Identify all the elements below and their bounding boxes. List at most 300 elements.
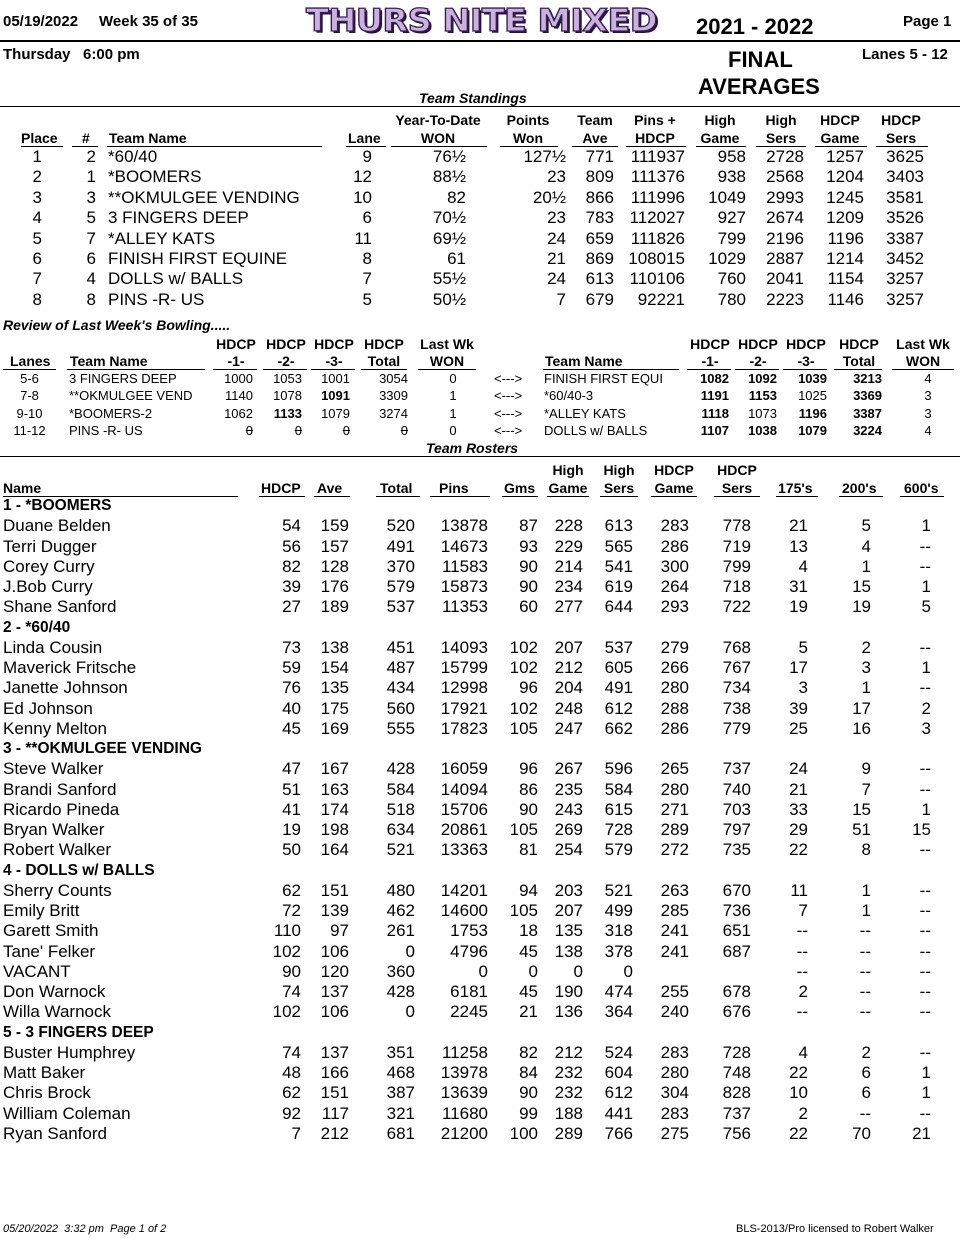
roster-total: 537 (386, 597, 415, 617)
standing-high-game: 938 (717, 167, 746, 187)
roster-175s: 5 (798, 637, 808, 657)
roster-175s: 21 (789, 516, 808, 536)
standing-team-name: *60/40 (108, 147, 158, 166)
roster-ave: 164 (320, 840, 349, 860)
standing-lane: 5 (362, 289, 372, 309)
roster-175s: 4 (798, 1042, 808, 1062)
roster-player-name: Buster Humphrey (3, 1042, 136, 1062)
review-opp-game-2: 1073 (748, 405, 777, 421)
roster-pins: 14201 (440, 880, 488, 900)
roster-high-sers: 499 (604, 901, 633, 920)
roster-games: 105 (509, 820, 538, 839)
review-opp-game-2: 1153 (748, 388, 777, 404)
review-team-name: **OKMULGEE VEND (69, 388, 193, 404)
standing-ytd-won: 76½ (432, 147, 466, 166)
standing-team-ave: 679 (585, 289, 614, 309)
roster-ave: 137 (320, 982, 349, 1001)
standing-place: 6 (32, 249, 42, 268)
roster-high-game: 254 (554, 840, 583, 860)
roster-high-sers: 474 (604, 982, 633, 1001)
standing-high-game: 799 (717, 228, 746, 248)
roster-pins: 14673 (440, 536, 488, 556)
roster-player-name: Duane Belden (3, 516, 111, 536)
standing-place: 4 (32, 208, 42, 228)
roster-pins: 12998 (440, 678, 488, 698)
standing-pins-hdcp: 112027 (629, 208, 685, 228)
review-lanes: 7-8 (20, 388, 39, 404)
roster-ave: 151 (320, 880, 349, 900)
standing-place: 3 (32, 187, 42, 207)
col-header-high-sers: High Sers (765, 112, 797, 146)
roster-200s: 2 (861, 637, 871, 657)
roster-200s: 7 (861, 779, 871, 799)
review-game-1: 0 (245, 422, 253, 438)
roster-hdcp-game: 255 (660, 982, 689, 1001)
roster-games: 60 (519, 597, 538, 617)
standing-hdcp-game: 1204 (826, 167, 864, 187)
roster-high-game: 235 (554, 779, 583, 799)
roster-hdcp-sers: 740 (722, 779, 751, 799)
roster-high-game: 207 (554, 901, 583, 920)
roster-high-sers: 579 (604, 840, 633, 860)
page-label: Page 1 (903, 13, 952, 30)
roster-player-name: Corey Curry (3, 556, 95, 576)
roster-hdcp-game: 241 (660, 921, 689, 941)
review-game-2: 1078 (273, 388, 302, 404)
roster-total: 351 (386, 1042, 415, 1062)
standing-lane: 8 (362, 249, 372, 268)
roster-ave: 212 (320, 1123, 349, 1143)
roster-600s: -- (919, 921, 931, 941)
roster-pins: 11583 (441, 556, 488, 576)
roster-high-sers: 619 (604, 577, 633, 596)
roster-hdcp-game: 272 (660, 840, 689, 860)
roster-175s: 11 (790, 880, 808, 900)
review-game-3: 1079 (321, 405, 350, 421)
roster-hdcp: 54 (282, 516, 301, 536)
roster-ave: 198 (320, 820, 349, 839)
roster-ave: 106 (320, 941, 349, 961)
roster-player-name: Bryan Walker (3, 820, 105, 839)
roster-600s: -- (919, 779, 931, 799)
week-label: Week 35 of 35 (99, 13, 198, 30)
report-type-line2: AVERAGES (698, 74, 820, 99)
review-won: 0 (449, 422, 457, 438)
roster-pins: 13639 (440, 1083, 488, 1103)
roster-player-name: Matt Baker (3, 1063, 86, 1082)
roster-hdcp-game: 288 (660, 698, 689, 718)
roster-player-name: Willa Warnock (3, 1002, 111, 1022)
roster-hdcp-sers: 828 (722, 1083, 751, 1103)
roster-high-game: 277 (554, 597, 583, 617)
standing-ytd-won: 61 (447, 249, 466, 268)
roster-ave: 139 (320, 901, 349, 920)
roster-hdcp: 40 (282, 698, 301, 718)
roster-team-heading: 3 - **OKMULGEE VENDING (3, 740, 202, 757)
roster-high-sers: 613 (604, 516, 633, 536)
standing-team-name: *BOOMERS (108, 167, 202, 187)
standing-pins-hdcp: 110106 (629, 269, 685, 289)
roster-600s: 5 (921, 597, 931, 617)
col-header-hdcp-1: HDCP -1- (216, 336, 256, 369)
roster-175s: 10 (789, 1083, 808, 1103)
standing-team-name: PINS -R- US (108, 289, 205, 309)
roster-hdcp-sers: 778 (722, 516, 751, 536)
standing-ytd-won: 69½ (432, 228, 466, 248)
review-opp-won: 4 (924, 422, 932, 438)
roster-175s: 24 (789, 759, 808, 779)
roster-hdcp-game: 293 (660, 597, 689, 617)
roster-600s: 1 (921, 577, 931, 596)
roster-high-sers: 605 (604, 658, 633, 677)
roster-team-heading: 1 - *BOOMERS (3, 497, 112, 514)
review-opp-team-name: DOLLS w/ BALLS (544, 422, 648, 438)
roster-600s: -- (919, 840, 931, 860)
roster-hdcp: 19 (282, 820, 301, 839)
review-vs-arrow: <---> (494, 371, 523, 386)
roster-hdcp: 102 (272, 1002, 301, 1022)
roster-high-game: 203 (554, 880, 583, 900)
roster-total: 0 (405, 941, 415, 961)
review-game-1: 1062 (224, 405, 253, 421)
roster-600s: 1 (921, 799, 931, 819)
standing-high-sers: 2041 (766, 269, 804, 289)
standing-team-number: 4 (86, 269, 96, 289)
roster-games: 82 (519, 1042, 538, 1062)
standing-hdcp-sers: 3452 (886, 249, 924, 268)
col-header-opp-last-wk-won: Last Wk WON (896, 336, 950, 369)
roster-hdcp-game: 279 (660, 637, 689, 657)
roster-high-sers: 612 (604, 698, 633, 718)
roster-games: 100 (509, 1123, 538, 1143)
roster-pins: 20861 (440, 820, 488, 839)
roster-games: 0 (528, 961, 538, 981)
standing-hdcp-sers: 3403 (886, 167, 924, 187)
roster-ave: 151 (320, 1083, 349, 1103)
roster-player-name: Steve Walker (3, 759, 104, 779)
review-game-3: 1091 (321, 388, 350, 404)
roster-hdcp: 62 (282, 1083, 301, 1103)
roster-600s: 15 (912, 820, 931, 839)
review-opp-total: 3224 (853, 422, 882, 438)
standing-points-won: 21 (547, 249, 566, 268)
roster-ave: 169 (320, 718, 349, 738)
roster-hdcp-game: 283 (660, 1103, 689, 1123)
standing-ytd-won: 50½ (432, 289, 466, 309)
roster-600s: 2 (921, 698, 931, 718)
review-total: 0 (400, 422, 408, 438)
roster-ave: 117 (321, 1103, 349, 1123)
standing-high-game: 760 (717, 269, 746, 289)
roster-hdcp: 90 (282, 961, 301, 981)
roster-high-game: 243 (554, 799, 583, 819)
standing-points-won: 20½ (532, 187, 566, 207)
roster-high-game: 247 (554, 718, 583, 738)
roster-175s: -- (796, 921, 808, 941)
col-header-600s: 600's (904, 480, 939, 496)
roster-200s: 6 (861, 1063, 871, 1082)
roster-total: 584 (386, 779, 415, 799)
standing-team-ave: 613 (585, 269, 614, 289)
col-header-team-name: Team Name (109, 130, 187, 146)
standing-points-won: 24 (547, 228, 566, 248)
standing-high-sers: 2993 (766, 187, 804, 207)
roster-200s: 8 (861, 840, 871, 860)
roster-hdcp: 59 (282, 658, 301, 677)
standing-pins-hdcp: 111937 (630, 147, 685, 166)
roster-200s: -- (859, 921, 871, 941)
roster-200s: 15 (852, 799, 871, 819)
standing-hdcp-game: 1146 (827, 289, 864, 309)
roster-player-name: Ed Johnson (3, 698, 93, 718)
standing-hdcp-sers: 3257 (886, 289, 924, 309)
standing-team-number: 2 (86, 147, 96, 166)
standing-place: 2 (32, 167, 42, 187)
roster-200s: 1 (861, 880, 871, 900)
roster-200s: -- (859, 1103, 871, 1123)
standing-pins-hdcp: 111826 (630, 228, 685, 248)
roster-high-sers: 521 (604, 880, 633, 900)
col-header-hdcp-game: HDCP Game (654, 462, 694, 496)
roster-175s: -- (796, 941, 808, 961)
roster-hdcp-sers: 722 (722, 597, 751, 617)
roster-hdcp: 74 (282, 982, 301, 1001)
roster-total: 521 (386, 840, 415, 860)
roster-hdcp-game: 271 (660, 799, 689, 819)
roster-hdcp: 72 (282, 901, 301, 920)
standing-team-number: 8 (86, 289, 96, 309)
roster-175s: 13 (789, 536, 808, 556)
roster-total: 518 (386, 799, 415, 819)
roster-600s: -- (919, 536, 931, 556)
review-opp-game-3: 1039 (798, 371, 827, 386)
standing-place: 8 (32, 289, 42, 309)
roster-hdcp-sers: 799 (722, 556, 751, 576)
roster-200s: 6 (861, 1083, 871, 1103)
roster-hdcp-sers: 676 (722, 1002, 751, 1022)
review-lanes: 9-10 (16, 405, 43, 421)
roster-high-sers: 364 (604, 1002, 633, 1022)
roster-ave: 176 (320, 577, 349, 596)
roster-ave: 120 (320, 961, 349, 981)
roster-pins: 17823 (440, 718, 488, 738)
col-header-hdcp: HDCP (261, 480, 301, 496)
roster-player-name: Kenny Melton (3, 718, 107, 738)
roster-200s: 2 (861, 1042, 871, 1062)
roster-hdcp-game: 275 (660, 1123, 689, 1143)
roster-high-game: 188 (554, 1103, 583, 1123)
roster-hdcp-game: 289 (660, 820, 689, 839)
roster-team-heading: 5 - 3 FINGERS DEEP (3, 1023, 154, 1041)
roster-high-sers: 441 (604, 1103, 633, 1123)
standing-team-number: 1 (86, 167, 96, 187)
roster-high-sers: 728 (604, 820, 633, 839)
standing-lane: 9 (362, 147, 372, 166)
roster-pins: 6181 (450, 982, 488, 1001)
roster-high-sers: 565 (604, 536, 633, 556)
roster-player-name: Maverick Fritsche (3, 658, 137, 677)
standing-team-name: DOLLS w/ BALLS (108, 269, 244, 289)
roster-hdcp-sers: 703 (722, 799, 751, 819)
roster-hdcp-sers: 651 (722, 921, 751, 941)
header-rule (0, 40, 960, 42)
roster-600s: 21 (912, 1123, 931, 1143)
roster-200s: 19 (852, 597, 871, 617)
roster-pins: 15873 (440, 577, 488, 596)
roster-hdcp-game: 241 (660, 941, 689, 961)
col-header-opp-hdcp-2: HDCP -2- (738, 336, 778, 369)
roster-200s: 3 (861, 658, 871, 677)
review-opp-team-name: *ALLEY KATS (544, 405, 626, 421)
roster-high-game: 229 (554, 536, 583, 556)
roster-175s: 31 (789, 577, 808, 596)
standing-high-sers: 2223 (766, 289, 804, 309)
roster-hdcp: 102 (272, 941, 301, 961)
col-header-lane: Lane (348, 130, 381, 146)
roster-total: 480 (386, 880, 415, 900)
roster-games: 86 (519, 779, 538, 799)
roster-ave: 138 (320, 637, 349, 657)
roster-high-game: 212 (554, 1042, 583, 1062)
roster-pins: 13978 (440, 1063, 488, 1082)
review-game-3: 0 (342, 422, 350, 438)
roster-total: 555 (386, 718, 415, 738)
standing-high-sers: 2674 (766, 208, 804, 228)
roster-high-sers: 612 (604, 1083, 633, 1103)
roster-ave: 135 (320, 678, 349, 698)
roster-games: 84 (519, 1063, 538, 1082)
roster-high-game: 212 (554, 658, 583, 677)
roster-high-game: 267 (554, 759, 583, 779)
roster-175s: 22 (789, 1123, 808, 1143)
standing-hdcp-game: 1196 (827, 228, 864, 248)
roster-total: 261 (386, 921, 415, 941)
col-header-200s: 200's (842, 480, 877, 496)
review-team-name: PINS -R- US (69, 422, 143, 438)
roster-hdcp: 92 (282, 1103, 301, 1123)
roster-team-heading: 2 - *60/40 (3, 618, 71, 636)
roster-hdcp-sers: 718 (722, 577, 751, 596)
roster-175s: -- (796, 1002, 808, 1022)
review-opp-game-3: 1196 (798, 405, 827, 421)
roster-high-sers: 584 (604, 779, 633, 799)
roster-600s: -- (919, 556, 931, 576)
roster-hdcp-sers: 735 (722, 840, 751, 860)
review-opp-won: 3 (924, 405, 932, 421)
section-rule (0, 456, 960, 457)
roster-total: 360 (386, 961, 415, 981)
col-header-175s: 175's (778, 480, 813, 496)
roster-600s: -- (919, 637, 931, 657)
standing-ytd-won: 88½ (432, 167, 466, 187)
roster-team-heading: 4 - DOLLS w/ BALLS (3, 861, 155, 879)
roster-600s: -- (919, 759, 931, 779)
roster-games: 81 (519, 840, 538, 860)
standing-hdcp-game: 1257 (826, 147, 864, 166)
standing-team-ave: 869 (585, 249, 614, 268)
roster-hdcp: 74 (282, 1042, 301, 1062)
roster-player-name: Janette Johnson (3, 678, 128, 698)
section-title-team-rosters: Team Rosters (426, 440, 519, 456)
roster-hdcp-game: 286 (660, 718, 689, 738)
roster-total: 468 (386, 1063, 415, 1082)
standing-team-name: *ALLEY KATS (108, 228, 216, 248)
standing-lane: 11 (354, 228, 372, 248)
roster-hdcp-sers: 728 (722, 1042, 751, 1062)
review-opp-game-2: 1092 (748, 371, 777, 386)
roster-200s: 15 (852, 577, 871, 596)
roster-high-game: 207 (554, 637, 583, 657)
roster-175s: 22 (789, 1063, 808, 1082)
roster-ave: 128 (320, 556, 349, 576)
review-vs-arrow: <---> (494, 388, 523, 404)
roster-player-name: William Coleman (3, 1103, 131, 1123)
roster-175s: 25 (789, 718, 808, 738)
roster-high-game: 204 (554, 678, 583, 698)
roster-ave: 97 (330, 921, 349, 941)
roster-pins: 15799 (440, 658, 488, 677)
roster-high-sers: 378 (604, 941, 633, 961)
roster-games: 102 (509, 658, 538, 677)
roster-high-sers: 537 (604, 637, 633, 657)
review-total: 3309 (379, 388, 408, 404)
roster-175s: 33 (789, 799, 808, 819)
report-date: 05/19/2022 (3, 13, 79, 30)
col-header-opp-hdcp-3: HDCP -3- (786, 336, 826, 369)
standing-hdcp-game: 1245 (826, 187, 864, 207)
roster-high-sers: 596 (604, 759, 633, 779)
review-opp-total: 3369 (853, 388, 882, 404)
footer-license: BLS-2013/Pro licensed to Robert Walker (736, 1223, 934, 1235)
review-opp-game-1: 1082 (700, 371, 729, 386)
review-vs-arrow: <---> (494, 405, 523, 421)
roster-pins: 0 (478, 961, 488, 981)
roster-hdcp: 48 (282, 1063, 301, 1082)
roster-hdcp-game: 280 (660, 1063, 689, 1082)
standing-team-name: FINISH FIRST EQUINE (108, 249, 288, 268)
roster-600s: -- (919, 901, 931, 920)
standing-ytd-won: 70½ (432, 208, 466, 228)
roster-pins: 14093 (440, 637, 488, 657)
roster-total: 387 (386, 1083, 415, 1103)
roster-175s: 4 (798, 556, 808, 576)
roster-600s: -- (919, 982, 931, 1001)
col-header-points: Points Won (506, 112, 550, 146)
roster-high-sers: 604 (604, 1063, 633, 1082)
col-header-hdcp-sers: HDCP Sers (717, 462, 757, 496)
roster-hdcp-game: 280 (660, 678, 689, 698)
roster-hdcp-game: 304 (660, 1083, 689, 1103)
standing-lane: 7 (362, 269, 372, 289)
roster-games: 45 (519, 941, 538, 961)
roster-player-name: VACANT (3, 961, 71, 981)
roster-175s: 2 (798, 1103, 808, 1123)
standing-hdcp-sers: 3526 (886, 208, 924, 228)
standing-hdcp-sers: 3625 (886, 147, 924, 166)
standing-ytd-won: 55½ (432, 269, 466, 289)
review-team-name: 3 FINGERS DEEP (69, 371, 177, 386)
standing-hdcp-game: 1154 (827, 269, 864, 289)
roster-pins: 11353 (441, 597, 488, 617)
standing-points-won: 23 (547, 167, 566, 187)
roster-total: 579 (386, 577, 415, 596)
roster-high-game: 214 (554, 556, 583, 576)
roster-600s: 1 (921, 658, 931, 677)
roster-pins: 15706 (440, 799, 488, 819)
roster-player-name: Ryan Sanford (3, 1123, 107, 1143)
roster-pins: 21200 (440, 1123, 488, 1143)
roster-hdcp-sers: 748 (722, 1063, 751, 1082)
